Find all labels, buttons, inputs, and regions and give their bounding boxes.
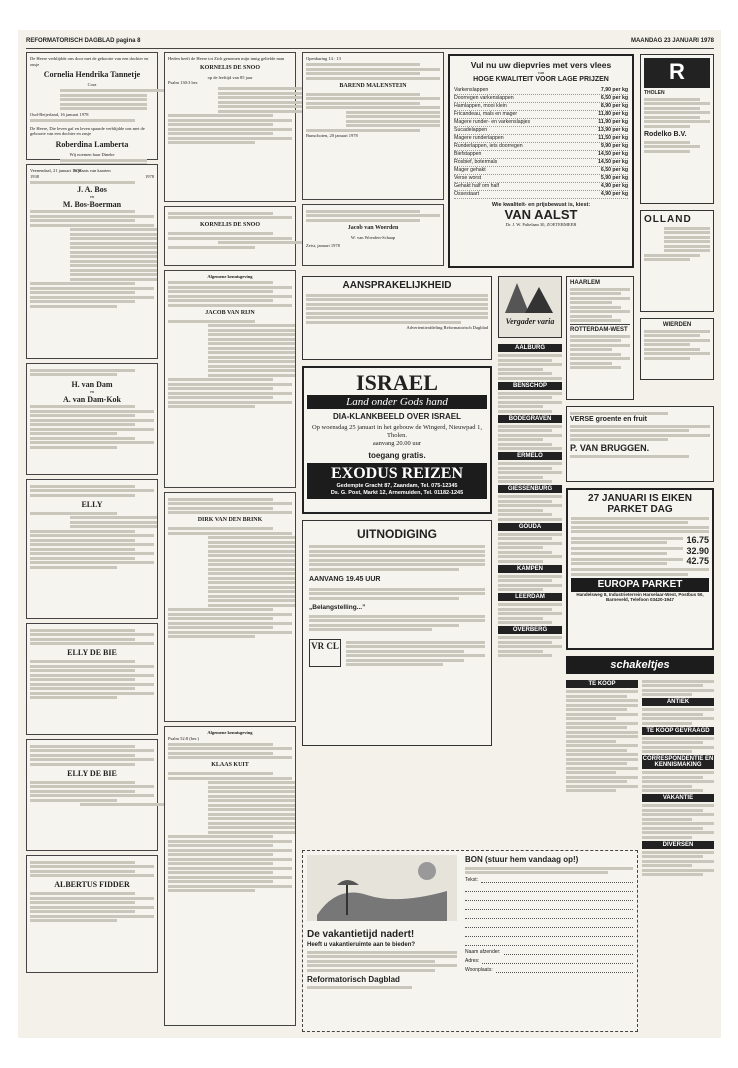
meat-item-name: Gehakt half om half xyxy=(454,182,499,189)
meat-item-price: 6,50 per kg xyxy=(600,166,628,173)
meat-item-price: 14,50 per kg xyxy=(598,150,628,157)
olland-advertisement xyxy=(640,210,714,312)
vakantie-header: VAKANTIE xyxy=(642,794,714,802)
death-announcement-fidder xyxy=(26,855,158,973)
meat-item-price: 13,90 per kg xyxy=(598,126,628,133)
column-3-top xyxy=(302,52,444,272)
meat-item-price: 4,90 per kg xyxy=(600,190,628,197)
meat-footer: Wie kwaliteit- en prijsbewust is, kiest: xyxy=(491,201,591,208)
meat-item-price: 5,90 per kg xyxy=(600,174,628,181)
meat-item-name: Rosbief, botermals xyxy=(454,158,498,165)
death-van-rijn xyxy=(164,270,296,488)
eiken-parket-advertisement xyxy=(566,488,714,650)
meat-item-name: Mager gehakt xyxy=(454,166,486,173)
meat-price-row xyxy=(454,119,628,127)
gevraagd-header: TE KOOP GEVRAAGD xyxy=(642,727,714,735)
masthead-right: MAANDAG 23 JANUARI 1978 xyxy=(630,38,714,44)
malenstein-place: Bunschoten, 20 januari 1978 xyxy=(306,133,358,138)
meat-item-name: Runderlappen, iets doorregen xyxy=(454,142,523,149)
meat-item-name: Biefstappen xyxy=(454,150,482,157)
verse-title: VERSE groente en fruit xyxy=(570,416,648,423)
anniversary2-name-2: A. van Dam-Kok xyxy=(62,394,121,404)
fidder-name: ALBERTUS FIDDER xyxy=(54,880,130,889)
meat-price-row xyxy=(454,183,628,191)
rodelko-place: THOLEN xyxy=(644,90,665,96)
israel-free: toegang gratis. xyxy=(368,451,426,460)
de-snoo-age: op de leeftijd van 85 jaar xyxy=(207,74,253,80)
de-snoo-name: KORNELIS DE SNOO xyxy=(199,64,260,71)
eiken-price-3: 42.75 xyxy=(686,556,709,567)
uitnodiging-advertisement xyxy=(302,520,492,746)
kuit-name: KLAAS KUIT xyxy=(211,762,249,768)
kerk-haarlem-rotterdam xyxy=(566,276,634,400)
israel-date: Op woensdag 25 januari in het gebouw de Wingerd, Nieuwpad 1, Tholen. xyxy=(311,424,483,439)
van-woerden-name: Jacob van Woerden xyxy=(347,224,399,231)
meat-title-2: HOGE KWALITEIT VOOR LAGE PRIJZEN xyxy=(473,75,609,83)
announcement-name-2: Roberdina Lamberta xyxy=(55,139,129,149)
vrcl-block xyxy=(309,639,485,668)
kuit-head: Algemene kennisgeving xyxy=(207,730,253,735)
bon-label-woonplaats: Woonplaats: xyxy=(465,967,493,973)
meat-item-price: 8,90 per kg xyxy=(600,102,628,109)
wierden-title: WIERDEN xyxy=(662,322,692,328)
meat-price-row xyxy=(454,135,628,143)
aansprak-sign: Advertentieafdeling Reformatorisch Dagblad xyxy=(406,325,488,330)
rodelko-logo: R xyxy=(644,58,710,88)
meat-item-name: Sucadelappen xyxy=(454,126,488,133)
meat-price-row xyxy=(454,95,628,103)
death-announcement-elly xyxy=(26,479,158,619)
van-woerden-place: Zeist, januari 1978 xyxy=(306,243,340,248)
meat-advertisement xyxy=(448,54,634,268)
meat-item-price: 11,50 per kg xyxy=(598,134,628,141)
vakantie-left xyxy=(307,855,457,1029)
kerk-ermelo: ERMELO xyxy=(498,452,562,460)
malenstein-name: BAREND MALENSTEIN xyxy=(339,82,407,89)
kerk-aalburg: AALBURG xyxy=(498,344,562,352)
column-1 xyxy=(26,52,158,1032)
death-announcement-elly-de-bie-2 xyxy=(26,739,158,851)
meat-item-price: 14,50 per kg xyxy=(598,158,628,165)
meat-sub: van xyxy=(537,70,545,75)
israel-time: aanvang 20.00 uur xyxy=(372,440,422,447)
bon-field-tekst[interactable] xyxy=(465,877,633,883)
meat-price-row xyxy=(454,159,628,167)
bon-field-adres[interactable] xyxy=(465,958,633,964)
meat-item-name: Verse worst xyxy=(454,174,482,181)
uitnodiging-belangstelling: „Belangstelling...” xyxy=(309,603,366,611)
israel-advertisement xyxy=(302,366,492,514)
elly-name: ELLY xyxy=(81,499,103,509)
exodus-title: EXODUS REIZEN xyxy=(330,465,464,482)
meat-price-row xyxy=(454,143,628,151)
de-snoo-name-2: KORNELIS DE SNOO xyxy=(199,222,260,228)
anniversary-name-1: J. A. Bos xyxy=(77,185,107,194)
bon-title: BON (stuur hem vandaag op!) xyxy=(465,855,579,864)
malenstein-verse: Openbaring 14 : 13 xyxy=(306,56,341,61)
kerkdiensten-column xyxy=(498,342,562,862)
meat-price-row xyxy=(454,87,628,95)
schakeltjes-banner xyxy=(566,656,714,674)
exodus-block xyxy=(307,463,487,499)
eiken-price-1: 16.75 xyxy=(686,535,709,546)
meat-item-name: Magere runder- en varkenslapjes xyxy=(454,118,531,125)
announcement-name: Cornelia Hendrika Tannetje xyxy=(43,70,141,79)
meat-price-row xyxy=(454,191,628,199)
thanks-van-woerden xyxy=(302,204,444,266)
schakeltjes-title: schakeltjes xyxy=(610,659,670,671)
israel-event: DIA-KLANKBEELD OVER ISRAEL xyxy=(332,412,461,421)
exodus-addr-1: Gedempte Gracht 87, Zaandam, Tel. 075-12345 xyxy=(336,483,458,489)
de-snoo-verse: Psalm 130:3 ber. xyxy=(168,80,199,85)
kuit-verse: Psalm 52:8 (ber.) xyxy=(168,735,199,741)
death-van-den-brink xyxy=(164,492,296,722)
diversen-header: DIVERSEN xyxy=(642,841,714,849)
exodus-addr-2: Ds. G. Post, Markt 12, Arnemuiden, Tel. 01182-1245 xyxy=(330,490,464,496)
kerk-gouda: GOUDA xyxy=(498,523,562,531)
kerk-leerdam: LEERDAM xyxy=(498,593,562,601)
elly-de-bie-name: ELLY DE BIE xyxy=(67,648,117,657)
meat-brand: VAN AALST xyxy=(504,206,578,222)
meat-item-price: 4,90 per kg xyxy=(600,182,628,189)
newspaper-page xyxy=(18,30,721,1038)
olland-title: OLLAND xyxy=(644,214,692,225)
schakeltjes-left xyxy=(566,678,638,846)
aansprak-title: AANSPRAKELIJKHEID xyxy=(342,280,452,291)
meat-price-row xyxy=(454,127,628,135)
anniversary-announcement-2 xyxy=(26,363,158,475)
meat-item-price: 6,50 per kg xyxy=(600,94,628,101)
rodelko-advertisement xyxy=(640,54,714,204)
meat-item-name: Doorregen varkenslappen xyxy=(454,94,514,101)
kerk-rotterdam: ROTTERDAM-WEST xyxy=(570,327,628,333)
anniversary-name-2: M. Bos-Boerman xyxy=(62,199,122,209)
meat-price-row xyxy=(454,111,628,119)
meat-address: Dr. J. W. Paltelaan 30, ZOETERMEER xyxy=(505,221,577,227)
kerk-overberg: OVERBERG xyxy=(498,626,562,634)
meat-item-price: 11,90 per kg xyxy=(598,118,628,125)
kerk-bodegraven: BODEGRAVEN xyxy=(498,415,562,423)
anniversary2-name-1: H. van Dam xyxy=(71,380,113,389)
year-end: 1978 xyxy=(145,173,154,179)
bon-label-tekst: Tekst: xyxy=(465,877,479,883)
aansprakelijkheid-notice xyxy=(302,276,492,360)
meat-item-name: Fricandeau, mals en mager xyxy=(454,110,518,117)
rodelko-name: Rodelko B.V. xyxy=(644,130,687,138)
death-de-snoo-2 xyxy=(164,206,296,266)
announcement-place: Oud-Beijerland, 16 januari 1978 xyxy=(30,111,89,117)
death-announcement-elly-de-bie xyxy=(26,623,158,735)
announcement-place-2: Veenendaal, 21 januari 1978 xyxy=(30,167,82,173)
bon-coupon[interactable] xyxy=(465,855,633,1029)
meat-price-row xyxy=(454,103,628,111)
kerk-benschop: BENSCHOP xyxy=(498,382,562,390)
meat-item-name: Ossestaart xyxy=(454,190,480,197)
meat-item-price: 11,80 per kg xyxy=(598,110,628,117)
bon-label-adres: Adres: xyxy=(465,958,480,964)
correspondentie-header: CORRESPONDENTIE EN KENNISMAKING xyxy=(642,756,714,768)
beach-illustration-icon xyxy=(307,855,457,921)
death-kuit xyxy=(164,726,296,1026)
uitnodiging-title: UITNODIGING xyxy=(357,527,437,541)
vergader-title: Vergader varia xyxy=(505,317,555,326)
page-masthead xyxy=(26,36,714,49)
anniversary-announcement xyxy=(26,164,158,359)
announcement-sign-2: Wij noemen haar Dineke xyxy=(69,151,115,157)
de-snoo-intro: Heden heeft de Heere tot Zich genomen mijn innig geliefde man xyxy=(168,56,285,61)
elly-de-bie-name-2: ELLY DE BIE xyxy=(67,768,117,778)
antiek-header: ANTIEK xyxy=(642,698,714,706)
eiken-title: 27 JANUARI IS EIKEN PARKET DAG xyxy=(588,493,692,515)
bon-label-naam: Naam afzender: xyxy=(465,949,501,955)
kerk-haarlem: HAARLEM xyxy=(570,280,600,286)
israel-subtitle: Land onder Gods hand xyxy=(307,395,487,409)
schakeltjes-right xyxy=(642,678,714,1030)
vakantie-subtitle: Heeft u vakantieruimte aan te bieden? xyxy=(307,942,416,948)
meat-item-name: Varkenslappen xyxy=(454,86,489,93)
death-malenstein xyxy=(302,52,444,200)
anniversary-en: en xyxy=(89,194,95,199)
bon-field-woonplaats[interactable] xyxy=(465,967,633,973)
bon-field-naam[interactable] xyxy=(465,949,633,955)
meat-item-name: Hamlappen, mooi klein xyxy=(454,102,507,109)
vrcl-logo: VR CL xyxy=(309,639,341,667)
masthead-left: REFORMATORISCH DAGBLAD pagina 8 xyxy=(26,38,141,44)
announcement-sign: Cora xyxy=(87,82,97,87)
meat-price-row xyxy=(454,151,628,159)
anniversary2-en: en xyxy=(89,389,95,394)
death-de-snoo xyxy=(164,52,296,202)
uitnodiging-time: AANVANG 19.45 UUR xyxy=(309,575,381,583)
europa-address: Handelsweg 8, Industrieterrein Harselaar-West, Postbus 50, Barneveld, Telefoon 03420-1947 xyxy=(576,591,704,602)
israel-title: ISRAEL xyxy=(356,370,438,395)
vergader-icon xyxy=(499,277,561,317)
van-rijn-name: JACOB VAN RIJN xyxy=(205,309,255,316)
vergader-varia-logo xyxy=(498,276,562,338)
verse-brand: P. VAN BRUGGEN. xyxy=(570,443,650,453)
announcement-intro: De Heere verblijdde ons door met de geboorte van een dochter en zusje xyxy=(30,56,149,67)
meat-price-row xyxy=(454,167,628,175)
groente-advertisement xyxy=(566,406,714,482)
anniversary-head: In plaats van kaarten xyxy=(73,168,111,173)
kerk-kampen: KAMPEN xyxy=(498,565,562,573)
van-rijn-head: Algemene kennisgeving xyxy=(207,274,253,279)
europa-title: EUROPA PARKET xyxy=(571,578,709,592)
van-woerden-sign: W. van Woerden-Schaap xyxy=(350,234,396,240)
vakantie-paper: Reformatorisch Dagblad xyxy=(307,974,400,984)
announcement-intro-2: De Heere, Die leven gaf en leven spaarde verblijdde ons met de geboorte van een dochter en zusje xyxy=(30,125,145,136)
meat-title: Vul nu uw diepvries met vers vlees xyxy=(470,60,612,70)
column-2 xyxy=(164,52,296,1032)
meat-item-price: 7,90 per kg xyxy=(600,86,628,93)
kerk-giessenburg: GIESSENBURG xyxy=(498,485,562,493)
wierden-advertisement xyxy=(640,318,714,380)
eiken-price-2: 32.90 xyxy=(686,545,709,556)
meat-item-price: 9,90 per kg xyxy=(600,142,628,149)
meat-price-row xyxy=(454,175,628,183)
vakantie-coupon-ad xyxy=(302,850,638,1032)
van-den-brink-name: DIRK VAN DEN BRINK xyxy=(197,517,263,523)
meat-price-list xyxy=(454,87,628,199)
year-start: 1938 xyxy=(30,173,39,179)
meat-item-name: Magere runderlappen xyxy=(454,134,504,141)
vakantie-title: De vakantietijd nadert! xyxy=(307,929,415,940)
tekoop-header: TE KOOP xyxy=(566,680,638,688)
